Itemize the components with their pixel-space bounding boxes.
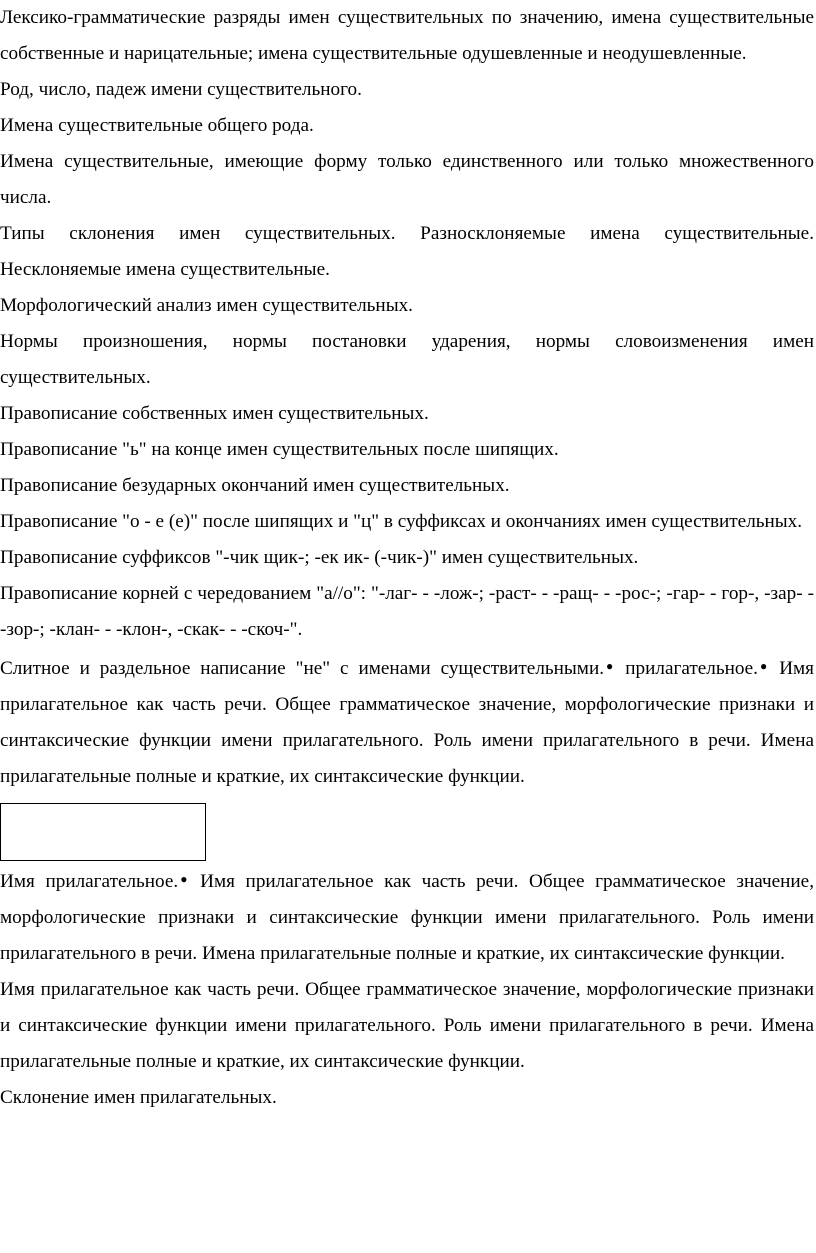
paragraph-singular-plural-only: Имена существительные, имеющие форму только единственного или только множественного числа. <box>0 151 814 208</box>
paragraph-morphological-analysis: Морфологический анализ имен существительных. <box>0 295 413 316</box>
paragraph-adjective-declension: Склонение имен прилагательных. <box>0 1087 277 1108</box>
bullet-icon: ● <box>180 872 188 886</box>
adjective-description-text: Имя прилагательное как часть речи. Общее грамматическое значение, морфологические признаки и синтаксические функции имени прилагательного. Роль имени прилагательного в речи. Имена прилагательные полные и краткие, их синтаксические функции. <box>0 658 815 787</box>
paragraph-common-gender: Имена существительные общего рода. <box>0 115 314 136</box>
paragraph-root-alternation: Правописание корней с чередованием "а//о": "-лаг- - -лож-; -раст- - -ращ- - -рос-; -гар- - гор-, -зар- - -зор-; -клан- - -клон-, -скак- - -скоч-". <box>0 583 814 640</box>
paragraph-soft-sign-spelling: Правописание "ь" на конце имен существительных после шипящих. <box>0 439 559 460</box>
paragraph-proper-nouns-spelling: Правописание собственных имен существительных. <box>0 403 429 424</box>
paragraph-declension-types: Типы склонения имен существительных. Разносклоняемые имена существительные. Несклоняемые имена существительные. <box>0 223 814 280</box>
bullet-icon: ● <box>759 659 768 673</box>
paragraph-noun-categories: Лексико-грамматические разряды имен существительных по значению, имена существительные собственные и нарицательные; имена существительные одушевленные и неодушевленные. <box>0 7 814 64</box>
paragraph-unstressed-endings: Правописание безударных окончаний имен существительных. <box>0 475 510 496</box>
paragraph-pronunciation-norms: Нормы произношения, нормы постановки ударения, нормы словоизменения имен существительных. <box>0 331 814 388</box>
paragraph-o-e-after-sibilants: Правописание "о - е (е)" после шипящих и "ц" в суффиксах и окончаниях имен существительных. <box>0 511 803 532</box>
adjective-word: прилагательное. <box>625 658 758 679</box>
adjective-heading-text: Имя прилагательное. <box>0 871 179 892</box>
paragraph-suffix-spelling: Правописание суффиксов "-чик щик-; -ек ик- (-чик-)" имен существительных. <box>0 547 639 568</box>
paragraph-adjective <box>0 861 814 972</box>
ne-with-nouns-text: Слитное и раздельное написание "не" с именами существительными. <box>0 658 605 679</box>
empty-frame-box <box>0 803 206 861</box>
paragraph-ne-with-nouns <box>0 648 814 795</box>
paragraph-adjective-part-of-speech: Имя прилагательное как часть речи. Общее грамматическое значение, морфологические признаки и синтаксические функции имени прилагательного. Роль имени прилагательного в речи. Имена прилагательные полные и краткие, их синтаксические функции. <box>0 979 814 1072</box>
bullet-icon: ● <box>606 659 614 673</box>
adjective-description-text: Имя прилагательное как часть речи. Общее грамматическое значение, морфологические признаки и синтаксические функции имени прилагательного. Роль имени прилагательного в речи. Имена прилагательные полные и краткие, их синтаксические функции. <box>0 871 814 964</box>
paragraph-gender-number-case: Род, число, падеж имени существительного. <box>0 79 362 100</box>
